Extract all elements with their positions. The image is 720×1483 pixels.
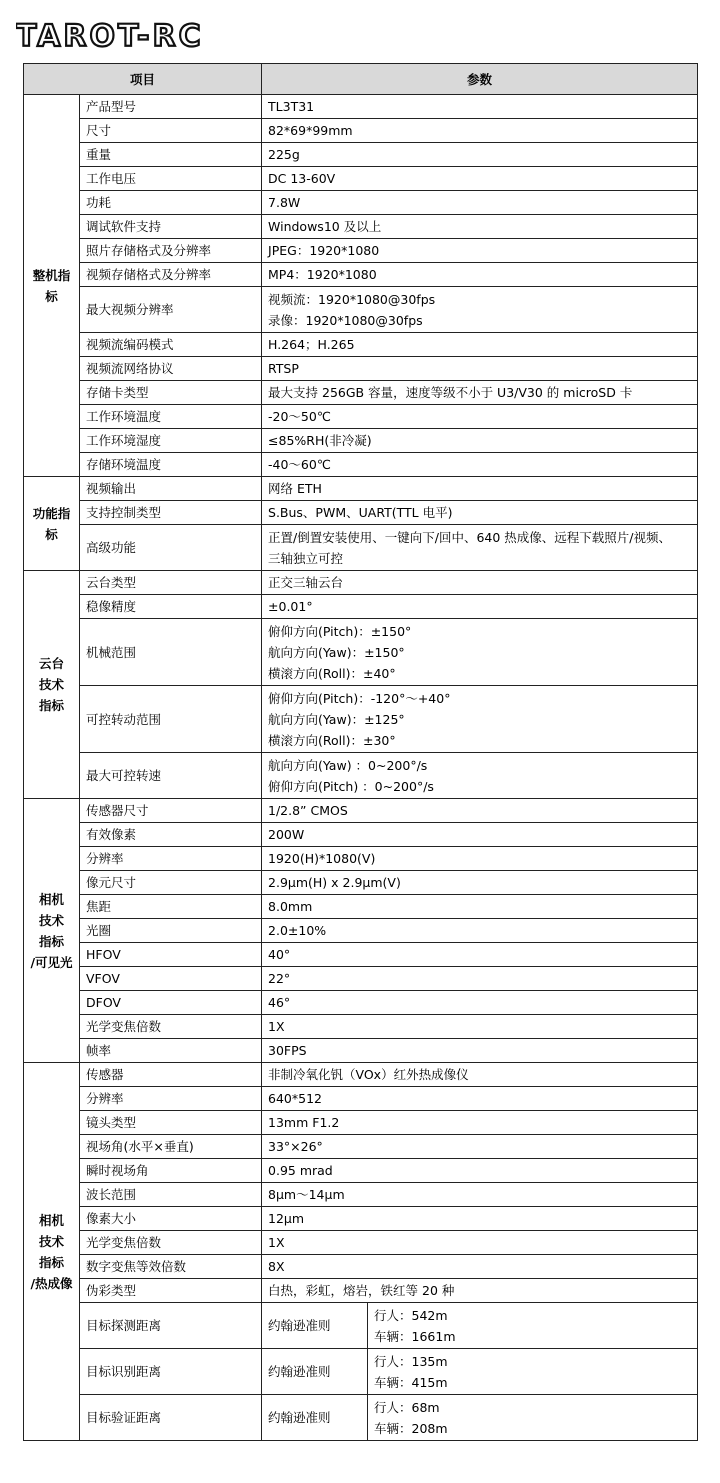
value-line: 0.95 mrad [268,1163,333,1178]
category-label: 功能指标 [24,477,80,571]
table-row [24,263,698,287]
table-row [24,1039,698,1063]
item-label: 光圈 [80,919,262,943]
item-label: 光学变焦倍数 [80,1231,262,1255]
value-line: 车辆：208m [374,1420,448,1436]
table-row [24,429,698,453]
item-value [262,686,698,753]
item-label: 有效像素 [80,823,262,847]
value-line: TL3T31 [268,99,315,114]
value-line: -40～60℃ [268,457,331,472]
item-value [262,191,698,215]
table-row [24,333,698,357]
value-line: 俯仰方向(Pitch)：-120°～+40° [268,690,451,706]
item-label: 像元尺寸 [80,871,262,895]
item-label: 稳像精度 [80,595,262,619]
value-line: 13mm F1.2 [268,1115,340,1130]
item-value [262,753,698,799]
item-label: 最大可控转速 [80,753,262,799]
table-row [24,1183,698,1207]
table-row [24,619,698,686]
tarot-rc-logo [16,18,266,52]
item-label: 存储卡类型 [80,381,262,405]
item-label: 调试软件支持 [80,215,262,239]
item-value [262,1015,698,1039]
value-line: 车辆：415m [374,1374,448,1390]
value-line: 7.8W [268,195,301,210]
item-label: DFOV [80,991,262,1015]
table-row [24,381,698,405]
value-line: 横滚方向(Roll)：±40° [268,665,396,681]
item-label: 目标探测距离 [80,1303,262,1349]
table-row [24,1015,698,1039]
table-row [24,823,698,847]
table-row [24,991,698,1015]
item-value [262,357,698,381]
table-row [24,871,698,895]
table-row [24,1111,698,1135]
criterion-label: 约翰逊准则 [262,1395,368,1441]
value-line: JPEG：1920*1080 [268,243,380,258]
item-value [262,1207,698,1231]
value-line: 航向方向(Yaw)：±125° [268,711,405,727]
item-value [262,967,698,991]
item-value [262,919,698,943]
item-value [262,477,698,501]
table-row [24,477,698,501]
table-row [24,847,698,871]
item-label: 存储环境温度 [80,453,262,477]
value-line: 40° [268,947,291,962]
item-value [262,287,698,333]
value-line: S.Bus、PWM、UART(TTL 电平) [268,505,453,520]
header-param: 参数 [262,64,698,95]
item-label: 焦距 [80,895,262,919]
item-value [262,943,698,967]
item-value [262,595,698,619]
item-value [262,1279,698,1303]
item-label: 工作电压 [80,167,262,191]
item-value [262,1255,698,1279]
value-line: 33°×26° [268,1139,323,1154]
item-label: 尺寸 [80,119,262,143]
value-line: -20～50℃ [268,409,331,424]
table-row [24,686,698,753]
value-line: 1/2.8” CMOS [268,803,348,818]
table-row [24,799,698,823]
item-value [262,991,698,1015]
value-line: 网络 ETH [268,481,322,496]
table-row [24,1303,698,1349]
table-row [24,571,698,595]
item-label: 镜头类型 [80,1111,262,1135]
item-label: 波长范围 [80,1183,262,1207]
value-line: 200W [268,827,305,842]
spec-body [24,95,698,1441]
category-label: 整机指标 [24,95,80,477]
value-line: 俯仰方向(Pitch) ：0~200°/s [268,778,434,794]
value-line: 白热，彩虹，熔岩，铁红等 20 种 [268,1283,455,1298]
item-label: 支持控制类型 [80,501,262,525]
item-value [368,1349,698,1395]
item-label: 传感器 [80,1063,262,1087]
value-line: 82*69*99mm [268,123,353,138]
item-label: 分辨率 [80,847,262,871]
value-line: 航向方向(Yaw)：±150° [268,644,405,660]
value-line: H.264；H.265 [268,337,355,352]
category-label: 云台 技术 指标 [24,571,80,799]
value-line: 视频流：1920*1080@30fps [268,291,436,307]
item-value [262,525,698,571]
item-label: 光学变焦倍数 [80,1015,262,1039]
item-value [262,619,698,686]
table-row [24,453,698,477]
criterion-label: 约翰逊准则 [262,1349,368,1395]
item-value [262,895,698,919]
value-line: 三轴独立可控 [268,550,344,566]
value-line: 8μm～14μm [268,1187,345,1202]
item-label: 功耗 [80,191,262,215]
criterion-label: 约翰逊准则 [262,1303,368,1349]
table-row [24,143,698,167]
item-value [262,1111,698,1135]
item-label: 可控转动范围 [80,686,262,753]
item-value [262,429,698,453]
table-row [24,1087,698,1111]
value-line: Windows10 及以上 [268,219,382,234]
item-label: 目标验证距离 [80,1395,262,1441]
value-line: 1X [268,1235,285,1250]
item-label: 重量 [80,143,262,167]
value-line: 22° [268,971,291,986]
value-line: 2.9μm(H) x 2.9μm(V) [268,875,401,890]
item-value [262,381,698,405]
item-label: 机械范围 [80,619,262,686]
item-label: 传感器尺寸 [80,799,262,823]
table-row [24,895,698,919]
table-row [24,501,698,525]
table-header-row [24,64,698,95]
item-label: 视频存储格式及分辨率 [80,263,262,287]
table-row [24,119,698,143]
item-value [262,871,698,895]
item-value [262,167,698,191]
item-label: 工作环境温度 [80,405,262,429]
table-row [24,943,698,967]
table-row [24,167,698,191]
item-value [262,453,698,477]
value-line: 12μm [268,1211,305,1226]
item-value [262,143,698,167]
value-line: RTSP [268,361,299,376]
value-line: 俯仰方向(Pitch)：±150° [268,623,412,639]
item-value [262,333,698,357]
item-value [262,119,698,143]
item-label: 分辨率 [80,1087,262,1111]
item-label: 视频输出 [80,477,262,501]
value-line: 车辆：1661m [374,1328,456,1344]
table-row [24,95,698,119]
item-label: 视场角(水平×垂直) [80,1135,262,1159]
item-label: 瞬时视场角 [80,1159,262,1183]
table-row [24,525,698,571]
table-row [24,1395,698,1441]
value-line: 行人：68m [374,1399,440,1415]
item-label: HFOV [80,943,262,967]
table-row [24,1063,698,1087]
value-line: 30FPS [268,1043,307,1058]
table-row [24,287,698,333]
value-line: 640*512 [268,1091,322,1106]
value-line: MP4：1920*1080 [268,267,377,282]
table-row [24,1255,698,1279]
table-row [24,1279,698,1303]
value-line: 46° [268,995,291,1010]
item-value [262,799,698,823]
logo-graphic [16,18,266,52]
item-value [262,501,698,525]
table-row [24,1135,698,1159]
table-row [24,405,698,429]
value-line: 正交三轴云台 [268,575,344,590]
table-row [24,239,698,263]
item-label: VFOV [80,967,262,991]
item-value [262,215,698,239]
item-label: 目标识别距离 [80,1349,262,1395]
value-line: 225g [268,147,300,162]
item-label: 最大视频分辨率 [80,287,262,333]
value-line: 正置/倒置安装使用、一键向下/回中、640 热成像、远程下载照片/视频、 [268,529,671,545]
table-row [24,215,698,239]
item-label: 伪彩类型 [80,1279,262,1303]
item-value [262,1063,698,1087]
value-line: 8X [268,1259,285,1274]
table-row [24,1231,698,1255]
item-value [262,823,698,847]
item-value [262,571,698,595]
header-item: 项目 [24,64,262,95]
item-value [262,1039,698,1063]
item-label: 数字变焦等效倍数 [80,1255,262,1279]
table-row [24,919,698,943]
item-label: 视频流网络协议 [80,357,262,381]
value-line: ±0.01° [268,599,313,614]
item-value [368,1395,698,1441]
table-row [24,1159,698,1183]
value-line: 1920(H)*1080(V) [268,851,376,866]
value-line: 2.0±10% [268,923,327,938]
item-label: 帧率 [80,1039,262,1063]
item-label: 工作环境湿度 [80,429,262,453]
item-value [262,847,698,871]
item-label: 产品型号 [80,95,262,119]
spec-table [23,63,698,1441]
table-row [24,191,698,215]
value-line: 录像：1920*1080@30fps [268,312,423,328]
item-value [262,405,698,429]
value-line: ≤85%RH(非冷凝) [268,433,372,448]
item-value [262,1087,698,1111]
value-line: 1X [268,1019,285,1034]
item-value [368,1303,698,1349]
item-value [262,1183,698,1207]
item-value [262,1135,698,1159]
item-value [262,95,698,119]
item-value [262,263,698,287]
item-value [262,1159,698,1183]
value-line: 行人：542m [374,1307,448,1323]
item-label: 视频流编码模式 [80,333,262,357]
value-line: 航向方向(Yaw) ：0~200°/s [268,757,428,773]
value-line: 8.0mm [268,899,313,914]
table-row [24,595,698,619]
category-label: 相机 技术 指标 /可见光 [24,799,80,1063]
logo-text: TAROT-RC [16,19,204,52]
item-value [262,239,698,263]
value-line: DC 13-60V [268,171,336,186]
item-value [262,1231,698,1255]
item-label: 云台类型 [80,571,262,595]
item-label: 照片存储格式及分辨率 [80,239,262,263]
value-line: 非制冷氧化钒（VOx）红外热成像仪 [268,1067,469,1082]
table-row [24,1349,698,1395]
table-row [24,1207,698,1231]
item-label: 高级功能 [80,525,262,571]
category-label: 相机 技术 指标 /热成像 [24,1063,80,1441]
value-line: 最大支持 256GB 容量，速度等级不小于 U3/V30 的 microSD 卡 [268,385,633,400]
value-line: 横滚方向(Roll)：±30° [268,732,396,748]
table-row [24,967,698,991]
table-row [24,357,698,381]
table-row [24,753,698,799]
value-line: 行人：135m [374,1353,448,1369]
item-label: 像素大小 [80,1207,262,1231]
